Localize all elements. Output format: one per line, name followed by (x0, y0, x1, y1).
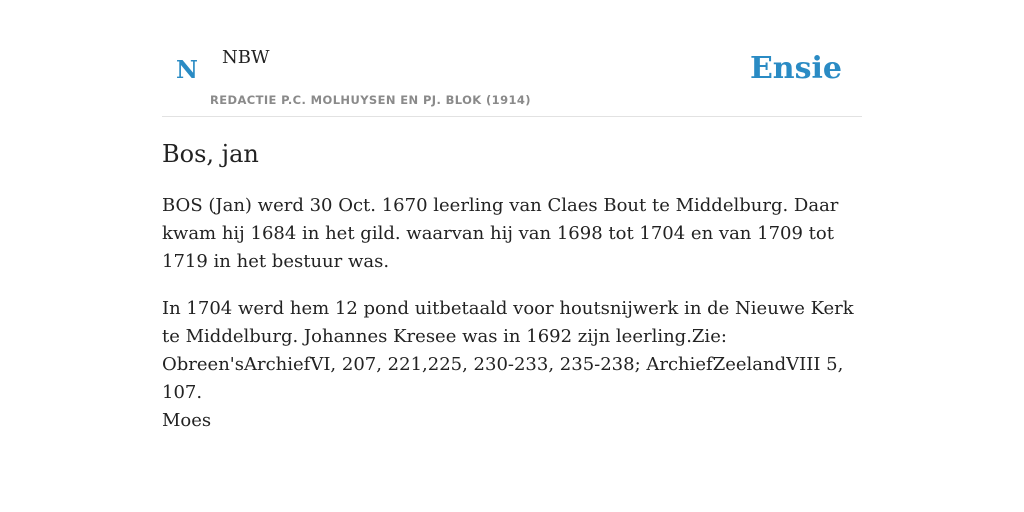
source-name: NBW (222, 47, 270, 68)
source-logo-link[interactable]: N (176, 55, 198, 84)
article-page (162, 0, 862, 431)
entry-paragraph: BOS (Jan) werd 30 Oct. 1670 leerling van Claes Bout te Middelburg. Daar kwam hij 1684 in het gild. waarvan hij van 1698 tot 1704 en van 1709 tot 1719 in het bestuur was. (162, 195, 839, 272)
source-subtitle: REDACTIE P.C. MOLHUYSEN EN PJ. BLOK (1914) (210, 93, 531, 107)
brand-logo-link[interactable]: Ensie (749, 51, 842, 86)
entry-title: Bos, jan (162, 140, 259, 168)
article-header (162, 0, 862, 117)
entry-paragraph: In 1704 werd hem 12 pond uitbetaald voor houtsnijwerk in de Nieuwe Kerk te Middelburg. Johannes Kresee was in 1692 zijn leerling.Zie: Obreen'sArchiefVI, 207, 221,225, 230-233, 235-238; ArchiefZeelandVIII 5, 107. (162, 298, 854, 403)
entry-author: Moes (162, 410, 212, 431)
